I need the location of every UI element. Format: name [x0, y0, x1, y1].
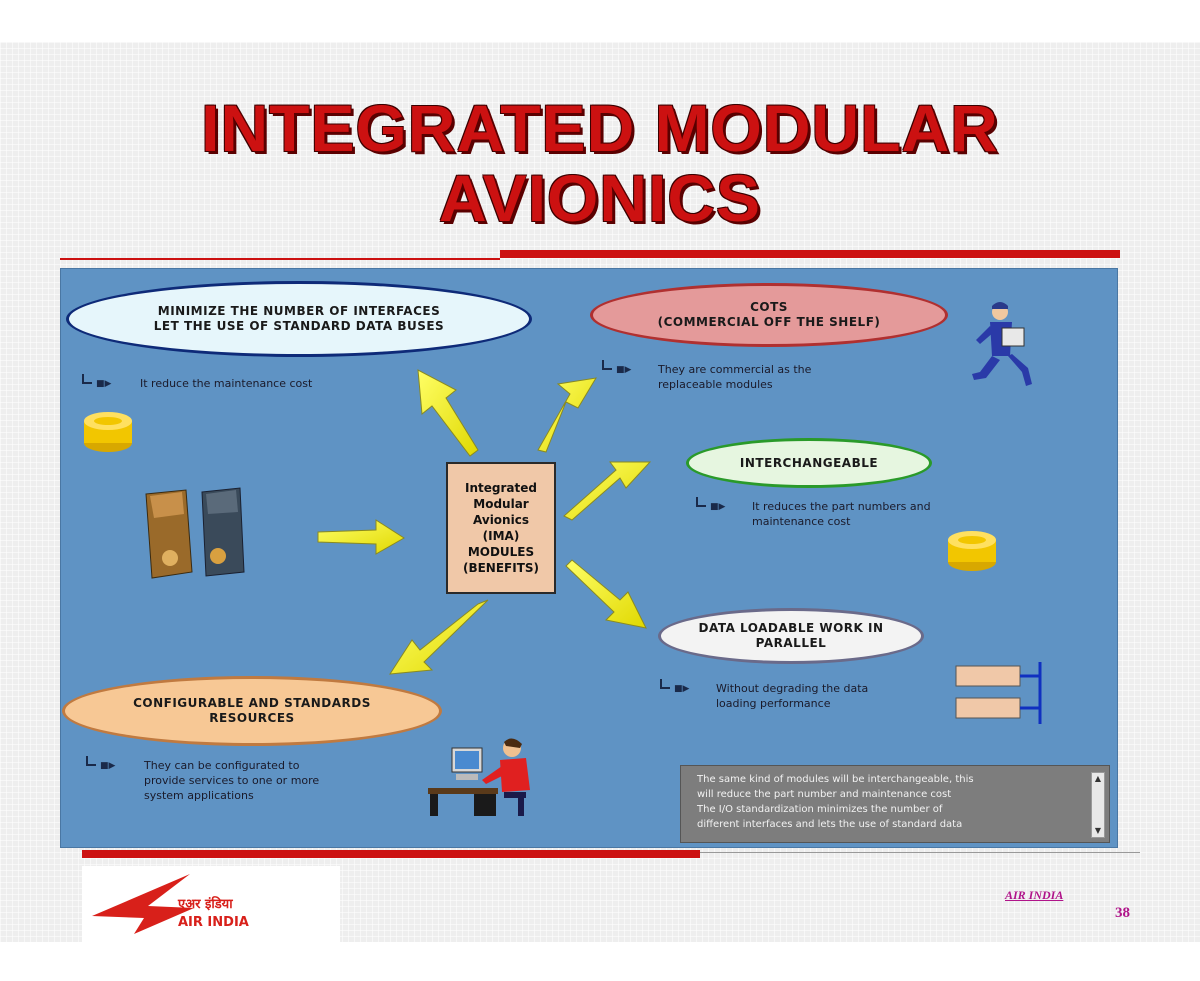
notes-scrollbar[interactable]: [1091, 772, 1105, 838]
gold-coins-icon: [80, 403, 136, 455]
data-bus-icon: [952, 660, 1048, 726]
benefit-2-note: ■▶ They are commercial as the replaceable modules: [602, 360, 922, 396]
benefit-5-line2: RESOURCES: [209, 711, 295, 725]
bottom-grey-line: [700, 852, 1140, 853]
benefit-4-note: ■▶ Without degrading the data loading performance: [660, 679, 950, 715]
arrow-right-icon: ■▶: [616, 365, 632, 375]
arrow-right-icon: ■▶: [100, 761, 116, 771]
arrow-to-data-loadable: [566, 560, 646, 628]
arrow-from-blocks: [318, 520, 404, 554]
slide-title-line1: INTEGRATED MODULAR: [201, 91, 999, 165]
running-courier-icon: [966, 300, 1036, 392]
scroll-down-icon[interactable]: ▼: [1094, 826, 1102, 835]
building-blocks-icon: [140, 484, 250, 586]
arrow-to-configurable: [390, 600, 488, 674]
benefit-5-line1: CONFIGURABLE AND STANDARDS: [133, 696, 371, 710]
logo-english-text: AIR INDIA: [178, 915, 249, 930]
ima-modules-center-box: Integrated Modular Avionics (IMA) MODULES (BENEFITS): [446, 462, 556, 594]
benefit-2-line1: COTS: [750, 300, 788, 314]
benefit-1-line1: MINIMIZE THE NUMBER OF INTERFACES: [157, 304, 441, 318]
benefit-1-line2: LET THE USE OF STANDARD DATA BUSES: [153, 319, 445, 333]
speaker-notes-box[interactable]: The same kind of modules will be interchangeable, this will reduce the part number and maintenance cost The I/O standardization minimizes the number of different interfaces and lets the use of standard data ▲ ▼: [680, 765, 1110, 843]
arrow-to-interchangeable: [564, 462, 650, 520]
brand-link: AIR INDIA: [1005, 888, 1064, 902]
gold-coins-icon: [944, 524, 1000, 574]
benefit-4-line2: PARALLEL: [755, 636, 827, 650]
slide-title-line2: AVIONICS: [438, 161, 762, 235]
scroll-up-icon[interactable]: ▲: [1094, 774, 1102, 783]
benefit-2-line2: (COMMERCIAL OFF THE SHELF): [657, 315, 881, 329]
arrow-right-icon: ■▶: [674, 684, 690, 694]
computer-user-icon: [426, 736, 542, 818]
logo-hindi-text: एअर इंडिया: [178, 897, 233, 912]
benefit-5-note: ■▶ They can be configurated to provide services to one or more system applications: [86, 756, 406, 806]
benefit-1-note: ■▶ It reduce the maintenance cost: [82, 374, 422, 394]
air-india-logo: [82, 866, 340, 942]
arrow-to-cots: [538, 378, 596, 452]
benefit-3-note: ■▶ It reduces the part numbers and maintenance cost: [696, 497, 1016, 533]
benefit-4-line1: DATA LOADABLE WORK IN: [698, 621, 884, 635]
arrow-right-icon: ■▶: [96, 379, 112, 389]
bottom-red-bar: [82, 850, 700, 858]
benefit-3-line1: INTERCHANGEABLE: [739, 455, 879, 470]
arrow-right-icon: ■▶: [710, 502, 726, 512]
arrow-to-minimize: [418, 370, 478, 456]
page-number: 38: [1115, 905, 1130, 921]
